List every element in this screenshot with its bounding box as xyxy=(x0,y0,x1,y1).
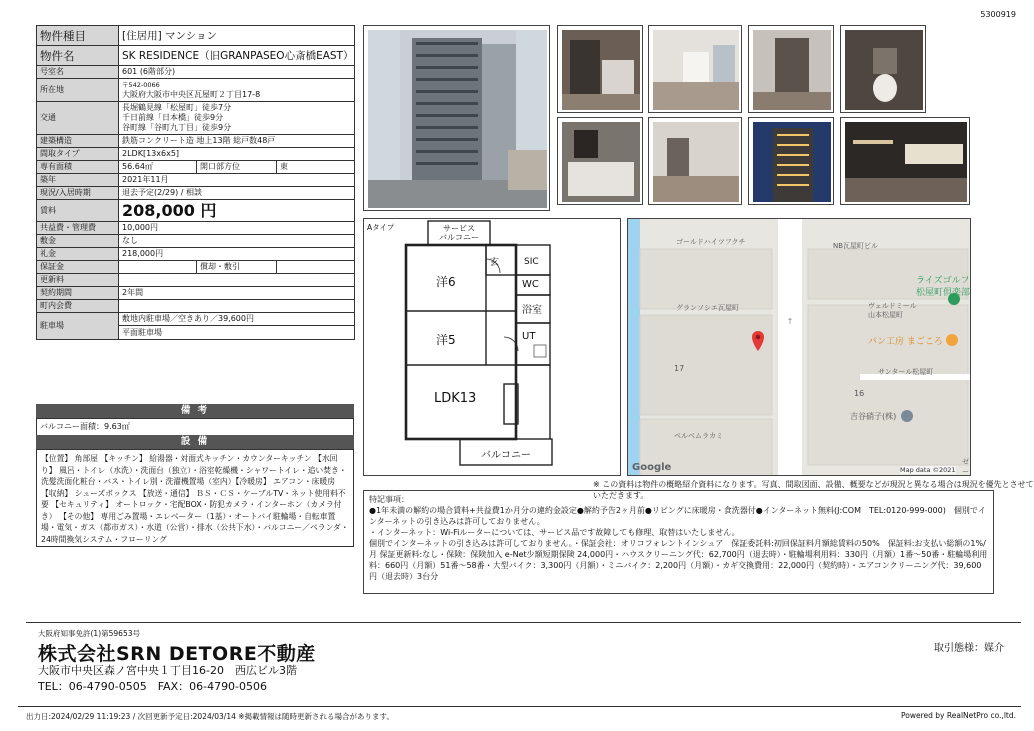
notes-line-3: 個別でインターネットの引き込みは許可しておりません。・保証会社：オリコフォレントインシュア 保証委託料:初回保証料月額総賃料の50% 保証料:お支払い総額の1%/月 保証更新料:なし・保険：保険加入 e-Net少額短期保険 24,000円・ハウスクリーニング代：62,700円（退去時）・駐輪場利用料：330円（月額）1番～50番・駐輪場利用料：660円（月額）51番～58番・大型バイク：3,300円（月額）・ミニバイク：2,200円（月額）・カギ交換費用：22,000円（契約時）・エアコンクリーニング代：39,600円（退去時）3台分 xyxy=(369,539,988,581)
spec-label: 現況/入居時期 xyxy=(37,187,119,200)
spec-label: 間取タイプ xyxy=(37,148,119,161)
equipment-heading: 設 備 xyxy=(36,435,354,449)
notes-line-2: ・インターネット：Wi-Fiルーターについては、サービス品です故障しても修理、取替はいたしません。 xyxy=(369,528,740,537)
spec-value: 208,000 円 xyxy=(119,200,355,222)
map-block-16: 16 xyxy=(854,389,865,398)
bedroom-photo xyxy=(648,117,742,205)
kitchen-photo xyxy=(557,25,643,113)
map-label-rise-golf: ライズゴルフ xyxy=(916,276,970,286)
balcony-label: バルコニー xyxy=(481,450,531,461)
spec-value: [住居用] マンション xyxy=(119,26,355,46)
western-room-5-label: 洋5 xyxy=(436,333,456,347)
spec-value: 2021年11月 xyxy=(119,174,355,187)
spec-value xyxy=(119,102,355,135)
spec-value: 退去予定(2/29) / 相談 xyxy=(119,187,355,200)
spec-value: なし xyxy=(119,235,355,248)
spec-label: 共益費・管理費 xyxy=(37,222,119,235)
spec-label: 礼金 xyxy=(37,248,119,261)
spec-label: 町内会費 xyxy=(37,300,119,313)
spec-label: 築年 xyxy=(37,174,119,187)
entrance-label: 玄 xyxy=(490,258,500,268)
map-label-belbe-murakami: ベルベムラカミ xyxy=(674,432,723,440)
hallway-photo xyxy=(748,25,834,113)
spec-value xyxy=(119,261,197,274)
location-map[interactable] xyxy=(627,218,971,476)
map-label-gold-heights: ゴールドハイツフクチ xyxy=(676,238,746,246)
company-contact: TEL：06-4790-0505 FAX：06-4790-0506 xyxy=(38,680,268,693)
spec-row xyxy=(37,174,355,187)
spec-extra-value xyxy=(277,261,355,274)
spec-value-line: 平面駐車場 xyxy=(122,328,162,337)
map-label-nb-building: NB瓦屋町ビル xyxy=(833,242,879,250)
remarks-heading: 備 考 xyxy=(36,404,354,418)
western-room-6-label: 洋6 xyxy=(436,275,456,289)
entrance-lobby-photo xyxy=(840,117,970,205)
disclaimer-text: ※ この資料は物件の概略紹介資料になります。写真、間取図面、設備、概要などが現況と異なる場合は現況を優先とさせていただきます。 xyxy=(593,480,1034,500)
spec-row xyxy=(37,79,355,102)
spec-value-line: 大阪府大阪市中央区瓦屋町２丁目17-8 xyxy=(122,90,261,99)
spec-row xyxy=(37,287,355,300)
spec-label: 交通 xyxy=(37,102,119,135)
spec-row xyxy=(37,261,355,274)
company-address: 大阪市中央区森ノ宮中央１丁目16-20 西広ビル3階 xyxy=(38,664,297,677)
map-label-yamamoto: 山本松屋町 xyxy=(868,311,903,319)
spec-value: 2年間 xyxy=(119,287,355,300)
spec-value xyxy=(119,274,355,287)
notes-title: 特記事項： xyxy=(369,495,409,504)
spec-label: 所在地 xyxy=(37,79,119,102)
spec-value xyxy=(119,313,355,340)
spec-extra-value: 東 xyxy=(277,161,355,174)
spec-row xyxy=(37,248,355,261)
floor-plan-type-label: Aタイプ xyxy=(367,223,395,232)
spec-row xyxy=(37,200,355,222)
property-spec-table xyxy=(36,25,355,340)
spec-row xyxy=(37,102,355,135)
map-label-verdmir: ヴェルドミール xyxy=(868,302,917,310)
ldk-label: LDK13 xyxy=(434,391,477,406)
spec-row xyxy=(37,135,355,148)
spec-row xyxy=(37,222,355,235)
google-logo: Google xyxy=(632,462,672,473)
output-info: 出力日:2024/02/29 11:19:23 / 次回更新予定日:2024/03/14 ※掲載情報は随時更新される場合があります。 xyxy=(26,712,394,721)
remarks-text: バルコニー面積：9.63㎡ xyxy=(36,418,354,436)
map-label-yoshitani-glass: 吉谷硝子(株) xyxy=(850,412,897,421)
wc-label: WC xyxy=(522,279,539,290)
spec-extra-label: 償却・敷引 xyxy=(197,261,277,274)
special-notes xyxy=(363,490,994,594)
bathroom-photo xyxy=(557,117,643,205)
spec-value-line: 千日前線「日本橋」徒歩9分 xyxy=(122,113,224,122)
spec-extra-label: 開口部方位 xyxy=(197,161,277,174)
spec-value-line: 〒542-0066 xyxy=(122,81,160,89)
living-room-photo xyxy=(648,25,742,113)
bottom-divider xyxy=(18,706,1021,707)
spec-row xyxy=(37,235,355,248)
svg-text:↑: ↑ xyxy=(786,317,794,326)
spec-label: 賃料 xyxy=(37,200,119,222)
spec-value: 218,000円 xyxy=(119,248,355,261)
spec-value xyxy=(119,300,355,313)
spec-value-line: 長堀鶴見線「松屋町」徒歩7分 xyxy=(122,103,232,112)
spec-row xyxy=(37,313,355,340)
spec-label: 号室名 xyxy=(37,66,119,79)
sic-label: SIC xyxy=(524,257,539,267)
powered-by: Powered by RealNetPro co.,ltd. xyxy=(901,711,1016,720)
spec-value: SK RESIDENCE（旧GRANPASEO心斎橋EAST） xyxy=(119,46,355,66)
spec-value xyxy=(119,79,355,102)
transaction-type: 取引態様：媒介 xyxy=(934,643,1004,654)
spec-label: 物件名 xyxy=(37,46,119,66)
company-name: 株式会社SRN DETORE不動産 xyxy=(38,643,316,665)
spec-value: 56.64㎡ xyxy=(119,161,197,174)
equipment-text: 【位置】 角部屋 【キッチン】 給湯器・対面式キッチン・カウンターキッチン 【水回り】 風呂・トイレ（水洗）・洗面台（独立）・浴室乾燥機・シャワートイレ・追い焚き・洗髪洗面化粧台・バス・トイレ別・洗濯機置場（室内）【冷暖房】 エアコン・床暖房 【収納】 シューズボックス 【放送・通信】 ＢＳ・ＣＳ・ケーブルTV・ネット使用料不要 【セキュリティ】 オートロック・宅配BOX・防犯カメラ・インターホン（カメラ付き） 【その他】 専用ごみ置場・エレベーター（1基）・オートバイ駐輪場・自転車置場・電気・ガス（都市ガス）・水道（公営）・排水（公共下水）・バルコニー／ベランダ・24時間換気システム・フローリング xyxy=(36,449,354,547)
reference-number: 5300919 xyxy=(980,10,1016,19)
toilet-photo xyxy=(840,25,926,113)
map-label-cut: ゼー xyxy=(962,458,969,476)
spec-value-line: 谷町線「谷町九丁目」徒歩9分 xyxy=(122,123,232,132)
map-attribution: Map data ©2021 xyxy=(900,466,956,474)
spec-row xyxy=(37,161,355,174)
bathroom-label: 浴室 xyxy=(522,305,542,316)
spec-row xyxy=(37,26,355,46)
spec-label: 敷金 xyxy=(37,235,119,248)
map-block-17: 17 xyxy=(674,364,685,373)
spec-row xyxy=(37,66,355,79)
spec-value: 鉄筋コンクリート造 地上13階 総戸数48戸 xyxy=(119,135,355,148)
map-label-bakery: パン工房 まごころ xyxy=(868,337,943,347)
service-balcony-label: サービス バルコニー xyxy=(439,224,479,242)
spec-value-line: 敷地内駐車場／空きあり／39,600円 xyxy=(119,313,354,326)
footer-divider xyxy=(26,622,1021,623)
spec-value: 2LDK[13x6x5] xyxy=(119,148,355,161)
floor-plan xyxy=(363,218,621,476)
spec-label: 専有面積 xyxy=(37,161,119,174)
utility-label: UT xyxy=(522,331,536,342)
map-label-matsuyamachi-club: 松屋町倶楽部 xyxy=(916,288,971,298)
spec-label: 建築構造 xyxy=(37,135,119,148)
spec-row xyxy=(37,300,355,313)
spec-row xyxy=(37,148,355,161)
night-exterior-photo xyxy=(748,117,834,205)
notes-line-1: ●1年未満の解約の場合賃料+共益費1か月分の違約金設定●解約予告2ヶ月前●リビングに床暖房・食洗器付●インターネット無料(J:COM TEL:0120-999-000) 個別でインターネットの引き込みは許可しておりません。 xyxy=(369,506,986,526)
spec-label: 更新料 xyxy=(37,274,119,287)
spec-label: 物件種目 xyxy=(37,26,119,46)
spec-label: 駐車場 xyxy=(37,313,119,340)
building-exterior-photo xyxy=(363,25,550,211)
license-number: 大阪府知事免許(1)第59653号 xyxy=(38,629,140,638)
spec-value: 10,000円 xyxy=(119,222,355,235)
spec-row xyxy=(37,274,355,287)
map-label-gransosie: グランソシエ瓦屋町 xyxy=(676,304,739,312)
spec-label: 契約期間 xyxy=(37,287,119,300)
spec-value: 601 (6階部分) xyxy=(119,66,355,79)
spec-row xyxy=(37,46,355,66)
spec-label: 保証金 xyxy=(37,261,119,274)
spec-row xyxy=(37,187,355,200)
map-label-santal: サンタール松屋町 xyxy=(878,368,934,376)
